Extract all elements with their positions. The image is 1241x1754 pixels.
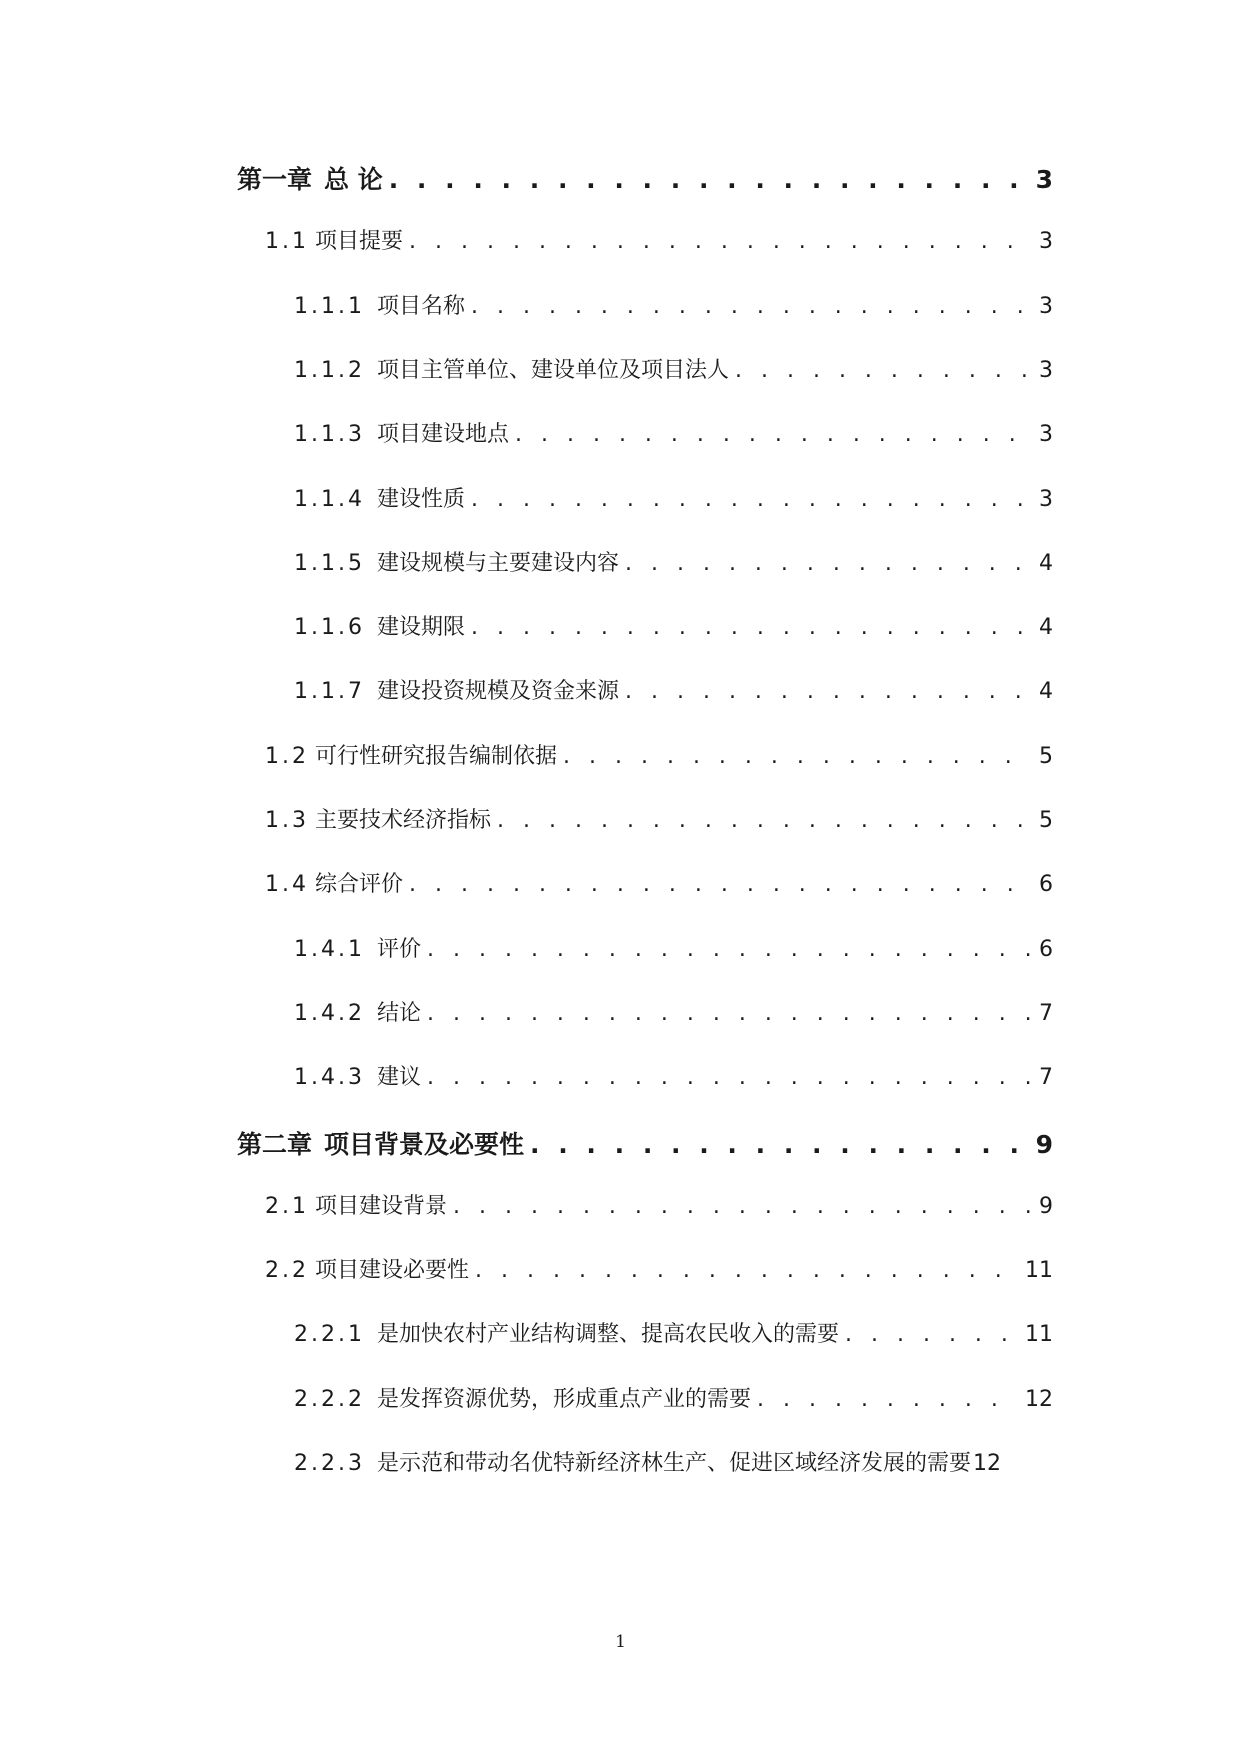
toc-entry-title: 项目建设地点 — [376, 422, 509, 447]
toc-entry-number: 2.2.2 — [294, 1387, 365, 1412]
toc-entry-title: 是示范和带动名优特新经济林生产、促进区域经济发展的需要 — [376, 1451, 971, 1476]
toc-entry-page: 6 — [1039, 872, 1053, 897]
toc-entry-number: 1.1.1 — [294, 294, 365, 319]
toc-entry-number: 1.1.5 — [294, 551, 365, 576]
toc-entry-page: 12 — [973, 1451, 1001, 1476]
toc-entry-number: 第一章 — [237, 165, 313, 194]
toc-entry-number: 1.4.1 — [294, 937, 365, 962]
dot-leader — [427, 937, 1033, 962]
toc-entry-sub[interactable] — [294, 417, 1053, 457]
toc-entry-number: 2.2.3 — [294, 1451, 365, 1476]
toc-entry-page: 3 — [1039, 487, 1053, 512]
dot-leader — [757, 1387, 1019, 1412]
toc-entry-number: 1.4.2 — [294, 1001, 365, 1026]
toc-entry-number: 2.1 — [265, 1194, 309, 1219]
dot-leader — [389, 165, 1030, 194]
toc-entry-section[interactable] — [265, 1189, 1053, 1229]
toc-entry-section[interactable] — [265, 803, 1053, 843]
toc-entry-title: 项目建设必要性 — [315, 1258, 470, 1283]
toc-entry-title: 总 论 — [324, 165, 383, 194]
toc-entry-title: 是加快农村产业结构调整、提高农民收入的需要 — [376, 1322, 839, 1347]
toc-entry-title: 主要技术经济指标 — [315, 808, 492, 833]
toc-entry-title: 建设投资规模及资金来源 — [376, 679, 619, 704]
toc-entry-title: 项目背景及必要性 — [324, 1130, 525, 1159]
toc-entry-page: 4 — [1039, 551, 1053, 576]
toc-entry-sub[interactable] — [294, 610, 1053, 650]
toc-entry-page: 4 — [1039, 615, 1053, 640]
dot-leader — [475, 1258, 1019, 1283]
dot-leader — [530, 1130, 1030, 1159]
toc-entry-number: 2.2.1 — [294, 1322, 365, 1347]
toc-entry-sub[interactable] — [294, 1060, 1053, 1100]
toc-entry-title: 建设期限 — [376, 615, 465, 640]
toc-entry-number: 1.3 — [265, 808, 309, 833]
toc-entry-page: 11 — [1025, 1258, 1053, 1283]
toc-entry-sub[interactable] — [294, 353, 1053, 393]
dot-leader — [471, 487, 1033, 512]
toc-entry-number: 1.2 — [265, 744, 309, 769]
toc-entry-chapter[interactable] — [237, 160, 1053, 200]
dot-leader — [471, 615, 1033, 640]
toc-entry-page: 11 — [1025, 1322, 1053, 1347]
toc-entry-chapter[interactable] — [237, 1125, 1053, 1165]
toc-entry-number: 1.1.6 — [294, 615, 365, 640]
toc-entry-number: 第二章 — [237, 1130, 313, 1159]
dot-leader — [515, 422, 1033, 447]
toc-entry-page: 3 — [1039, 229, 1053, 254]
toc-entry-sub[interactable] — [294, 996, 1053, 1036]
toc-entry-title: 是发挥资源优势，形成重点产业的需要 — [376, 1387, 751, 1412]
dot-leader — [409, 229, 1033, 254]
toc-entry-page: 3 — [1039, 358, 1053, 383]
toc-entry-title: 项目提要 — [315, 229, 404, 254]
toc-entry-title: 建设性质 — [376, 487, 465, 512]
toc-entry-sub[interactable] — [294, 1317, 1053, 1357]
toc-entry-title: 建设规模与主要建设内容 — [376, 551, 619, 576]
toc-entry-title: 可行性研究报告编制依据 — [315, 744, 558, 769]
toc-entry-number: 1.4.3 — [294, 1065, 365, 1090]
toc-entry-page: 5 — [1039, 744, 1053, 769]
toc-entry-title: 项目名称 — [376, 294, 465, 319]
toc-entry-number: 1.4 — [265, 872, 309, 897]
dot-leader — [409, 872, 1033, 897]
toc-entry-title: 项目主管单位、建设单位及项目法人 — [376, 358, 729, 383]
dot-leader — [563, 744, 1033, 769]
toc-entry-page: 3 — [1039, 294, 1053, 319]
toc-entry-number: 1.1.3 — [294, 422, 365, 447]
toc-entry-number: 1.1.7 — [294, 679, 365, 704]
toc-entry-page: 4 — [1039, 679, 1053, 704]
toc-entry-sub[interactable] — [294, 932, 1053, 972]
toc-entry-page: 9 — [1035, 1130, 1053, 1159]
toc-entry-title: 评价 — [376, 937, 421, 962]
toc-entry-sub[interactable] — [294, 289, 1053, 329]
dot-leader — [625, 551, 1033, 576]
toc-entry-number: 1.1 — [265, 229, 309, 254]
toc-entry-page: 7 — [1039, 1001, 1053, 1026]
toc-entry-title: 综合评价 — [315, 872, 404, 897]
page-number: 1 — [615, 1632, 626, 1652]
dot-leader — [453, 1194, 1033, 1219]
toc-entry-sub[interactable] — [294, 482, 1053, 522]
dot-leader — [471, 294, 1033, 319]
toc-entry-number: 2.2 — [265, 1258, 309, 1283]
toc-entry-sub[interactable] — [294, 1382, 1053, 1422]
toc-entry-page: 12 — [1025, 1387, 1053, 1412]
toc-entry-section[interactable] — [265, 867, 1053, 907]
toc-entry-section[interactable] — [265, 739, 1053, 779]
toc-entry-number: 1.1.2 — [294, 358, 365, 383]
toc-entry-title: 项目建设背景 — [315, 1194, 448, 1219]
toc-entry-section[interactable] — [265, 224, 1053, 264]
toc-entry-section[interactable] — [265, 1253, 1053, 1293]
toc-entry-page: 5 — [1039, 808, 1053, 833]
dot-leader — [735, 358, 1033, 383]
toc-entry-sub[interactable] — [294, 674, 1053, 714]
toc-entry-page: 9 — [1039, 1194, 1053, 1219]
toc-entry-page: 3 — [1039, 422, 1053, 447]
toc-entry-sub[interactable] — [294, 546, 1053, 586]
dot-leader — [497, 808, 1033, 833]
toc-entry-title: 结论 — [376, 1001, 421, 1026]
toc-entry-page: 7 — [1039, 1065, 1053, 1090]
dot-leader — [625, 679, 1033, 704]
dot-leader — [427, 1065, 1033, 1090]
toc-entry-number: 1.1.4 — [294, 487, 365, 512]
dot-leader — [427, 1001, 1033, 1026]
toc-entry-page: 3 — [1035, 165, 1053, 194]
toc-entry-title: 建议 — [376, 1065, 421, 1090]
dot-leader — [845, 1322, 1019, 1347]
toc-entry-sub[interactable] — [294, 1446, 1053, 1486]
toc-entry-page: 6 — [1039, 937, 1053, 962]
